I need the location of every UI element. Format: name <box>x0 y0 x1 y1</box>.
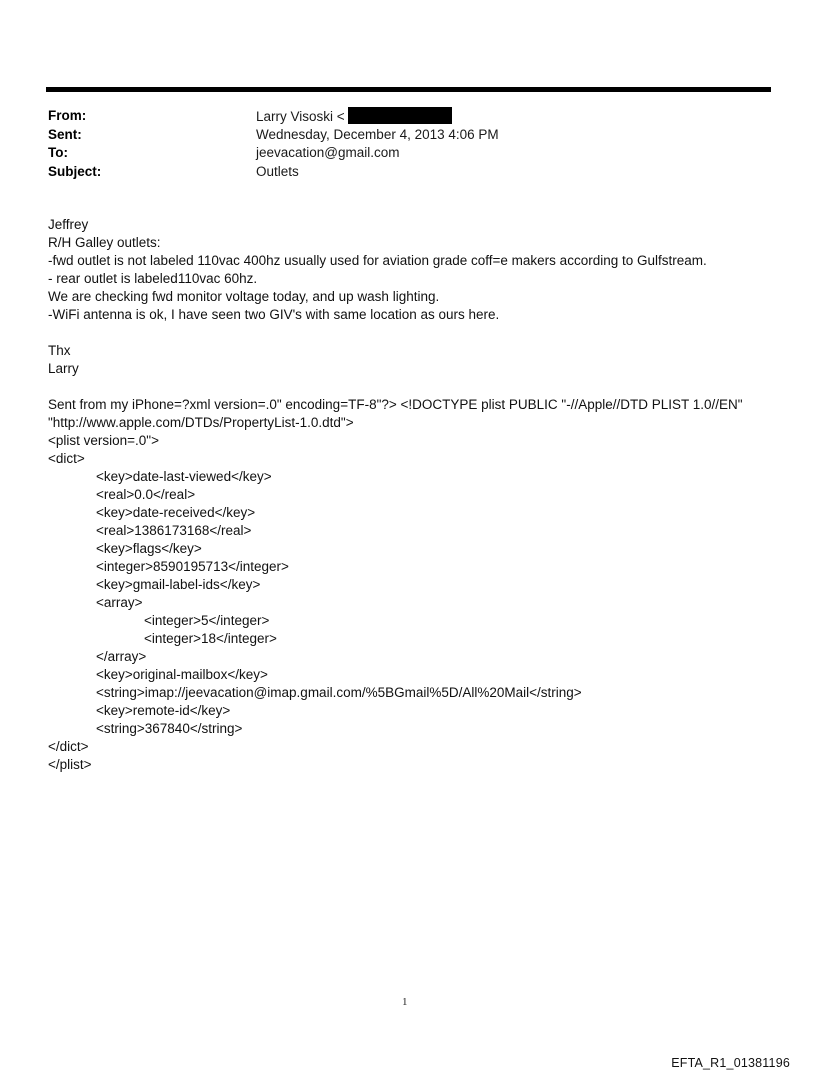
greeting: Jeffrey <box>48 217 89 232</box>
to-row <box>48 144 748 163</box>
from-row <box>48 107 748 126</box>
body-line: - rear outlet is labeled110vac 60hz. <box>48 271 258 286</box>
sent-value: Wednesday, December 4, 2013 4:06 PM <box>256 126 499 142</box>
plist-line: </dict> <box>48 739 89 754</box>
plist-line: <array> <box>96 595 143 610</box>
plist-line: <key>original-mailbox</key> <box>96 667 268 682</box>
page-number: 1 <box>402 996 408 1008</box>
body-line: -fwd outlet is not labeled 110vac 400hz usually used for aviation grade coff=e makers according to Gulfstream. <box>48 253 707 268</box>
email-header <box>48 107 748 181</box>
plist-line: <integer>8590195713</integer> <box>96 559 289 574</box>
plist-line: <key>date-received</key> <box>96 505 256 520</box>
body-line: -WiFi antenna is ok, I have seen two GIV's with same location as ours here. <box>48 307 500 322</box>
sent-row <box>48 126 748 145</box>
plist-line: <plist version=.0"> <box>48 433 159 448</box>
plist-line: <key>flags</key> <box>96 541 202 556</box>
plist-line: </array> <box>96 649 147 664</box>
plist-line: <string>imap://jeevacation@imap.gmail.com/%5BGmail%5D/All%20Mail</string> <box>96 685 582 700</box>
sender-name: Larry Visoski < <box>256 109 345 124</box>
sent-label: Sent: <box>48 126 82 142</box>
subject-label: Subject: <box>48 163 102 179</box>
plist-line: <dict> <box>48 451 85 466</box>
to-value: jeevacation@gmail.com <box>256 145 400 160</box>
body-line: R/H Galley outlets: <box>48 235 161 250</box>
plist-line: <integer>18</integer> <box>144 631 277 646</box>
plist-line: <key>gmail-label-ids</key> <box>96 577 261 592</box>
redaction-block <box>348 107 452 124</box>
blank-line <box>48 324 768 342</box>
from-label: From: <box>48 108 87 123</box>
to-label: To: <box>48 145 68 160</box>
header-divider <box>46 87 771 92</box>
plist-line: <key>date-last-viewed</key> <box>96 469 272 484</box>
blank-line <box>48 378 768 396</box>
sign-off: Thx <box>48 343 71 358</box>
plist-line: </plist> <box>48 757 92 772</box>
email-body <box>48 216 768 774</box>
signature: Larry <box>48 361 79 376</box>
subject-value: Outlets <box>256 163 299 179</box>
body-line: We are checking fwd monitor voltage today, and up wash lighting. <box>48 289 440 304</box>
from-value <box>256 107 452 127</box>
plist-line: <key>remote-id</key> <box>96 703 231 718</box>
plist-line: <real>0.0</real> <box>96 487 196 502</box>
bates-number: EFTA_R1_01381196 <box>671 1056 790 1070</box>
plist-line: <real>1386173168</real> <box>96 523 252 538</box>
sent-from-line: Sent from my iPhone=?xml version=.0" encoding=TF-8"?> <!DOCTYPE plist PUBLIC "-//Apple//DTD PLIST 1.0//EN" "http://www.apple.com/DTDs/PropertyList-1.0.dtd"> <box>48 397 743 430</box>
plist-line: <string>367840</string> <box>96 721 243 736</box>
subject-row <box>48 163 748 182</box>
plist-line: <integer>5</integer> <box>144 613 270 628</box>
